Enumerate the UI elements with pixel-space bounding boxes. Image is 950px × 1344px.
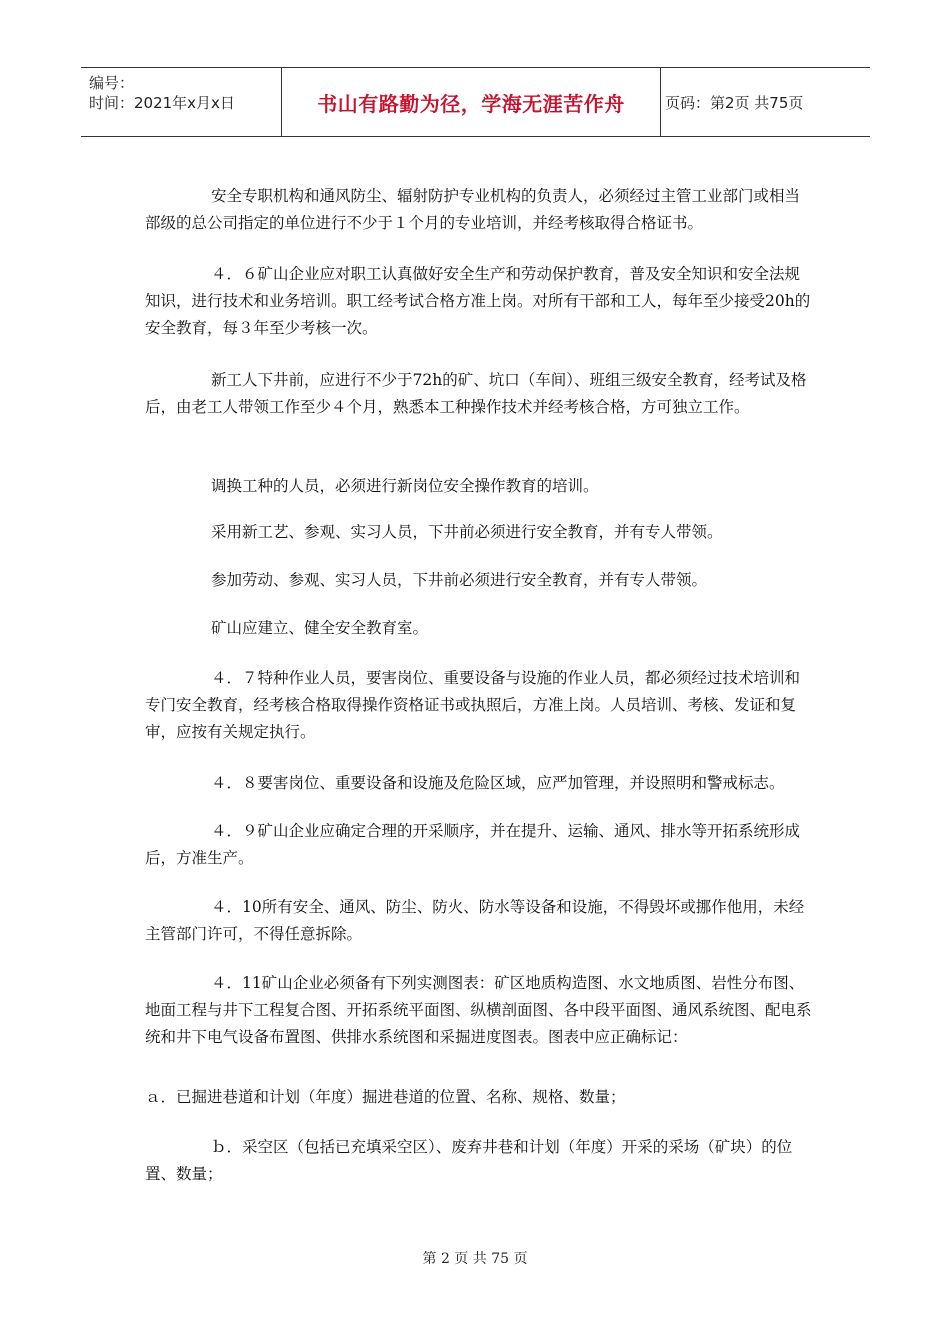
page-header bbox=[81, 67, 870, 137]
list-item: ａ．已掘进巷道和计划（年度）掘进巷道的位置、名称、规格、数量； bbox=[145, 1088, 626, 1106]
paragraph: ４．７特种作业人员，要害岗位、重要设备与设施的作业人员，都必须经过技术培训和专门安全教育，经考核合格取得操作资格证书或执照后，方准上岗。人员培训、考核、发证和复审，应按有关规定执行。 bbox=[145, 669, 801, 741]
paragraph: 参加劳动、参观、实习人员，下井前必须进行安全教育，并有专人带领。 bbox=[211, 571, 708, 589]
list-item: ｂ．采空区（包括已充填采空区）、废弃井巷和计划（年度）开采的采场（矿块）的位置、数量； bbox=[145, 1138, 793, 1183]
document-code-label: 编号： bbox=[89, 74, 135, 92]
paragraph: 矿山应建立、健全安全教育室。 bbox=[211, 619, 429, 637]
header-left-cell bbox=[81, 68, 281, 136]
paragraph: 安全专职机构和通风防尘、辐射防护专业机构的负责人，必须经过主管工业部门或相当部级的总公司指定的单位进行不少于１个月的专业培训，并经考核取得合格证书。 bbox=[145, 187, 801, 232]
page-footer: 第 2 页 共 75 页 bbox=[422, 1251, 528, 1267]
header-page-info: 页码：第2页 共75页 bbox=[665, 93, 804, 112]
paragraph: ４．６矿山企业应对职工认真做好安全生产和劳动保护教育，普及安全知识和安全法规知识，进行技术和业务培训。职工经考试合格方准上岗。对所有干部和工人，每年至少接受20h的安全教育，每３年至少考核一次。 bbox=[145, 265, 811, 337]
document-date: 时间：2021年x月x日 bbox=[89, 94, 235, 112]
paragraph: ４．11矿山企业必须备有下列实测图表：矿区地质构造图、水文地质图、岩性分布图、地面工程与井下工程复合图、开拓系统平面图、纵横剖面图、各中段平面图、通风系统图、配电系统和井下电气设备布置图、供排水系统图和采掘进度图表。图表中应正确标记： bbox=[145, 974, 812, 1046]
paragraph: ４．９矿山企业应确定合理的开采顺序，并在提升、运输、通风、排水等开拓系统形成后，方准生产。 bbox=[145, 822, 801, 867]
paragraph: 调换工种的人员，必须进行新岗位安全操作教育的培训。 bbox=[211, 477, 599, 495]
header-page-cell bbox=[661, 68, 870, 136]
paragraph: ４．10所有安全、通风、防尘、防火、防水等设备和设施，不得毁坏或挪作他用，未经主管部门许可，不得任意拆除。 bbox=[145, 898, 805, 943]
paragraph: 新工人下井前，应进行不少于72h的矿、坑口（车间）、班组三级安全教育，经考试及格后，由老工人带领工作至少４个月，熟悉本工种操作技术并经考核合格，方可独立工作。 bbox=[145, 371, 807, 416]
paragraph: 采用新工艺、参观、实习人员，下井前必须进行安全教育，并有专人带领。 bbox=[211, 523, 723, 541]
header-motto: 书山有路勤为径，学海无涯苦作舟 bbox=[317, 91, 625, 116]
header-motto-cell bbox=[281, 68, 661, 136]
paragraph: ４．８要害岗位、重要设备和设施及危险区域，应严加管理，并设照明和警戒标志。 bbox=[211, 774, 785, 792]
